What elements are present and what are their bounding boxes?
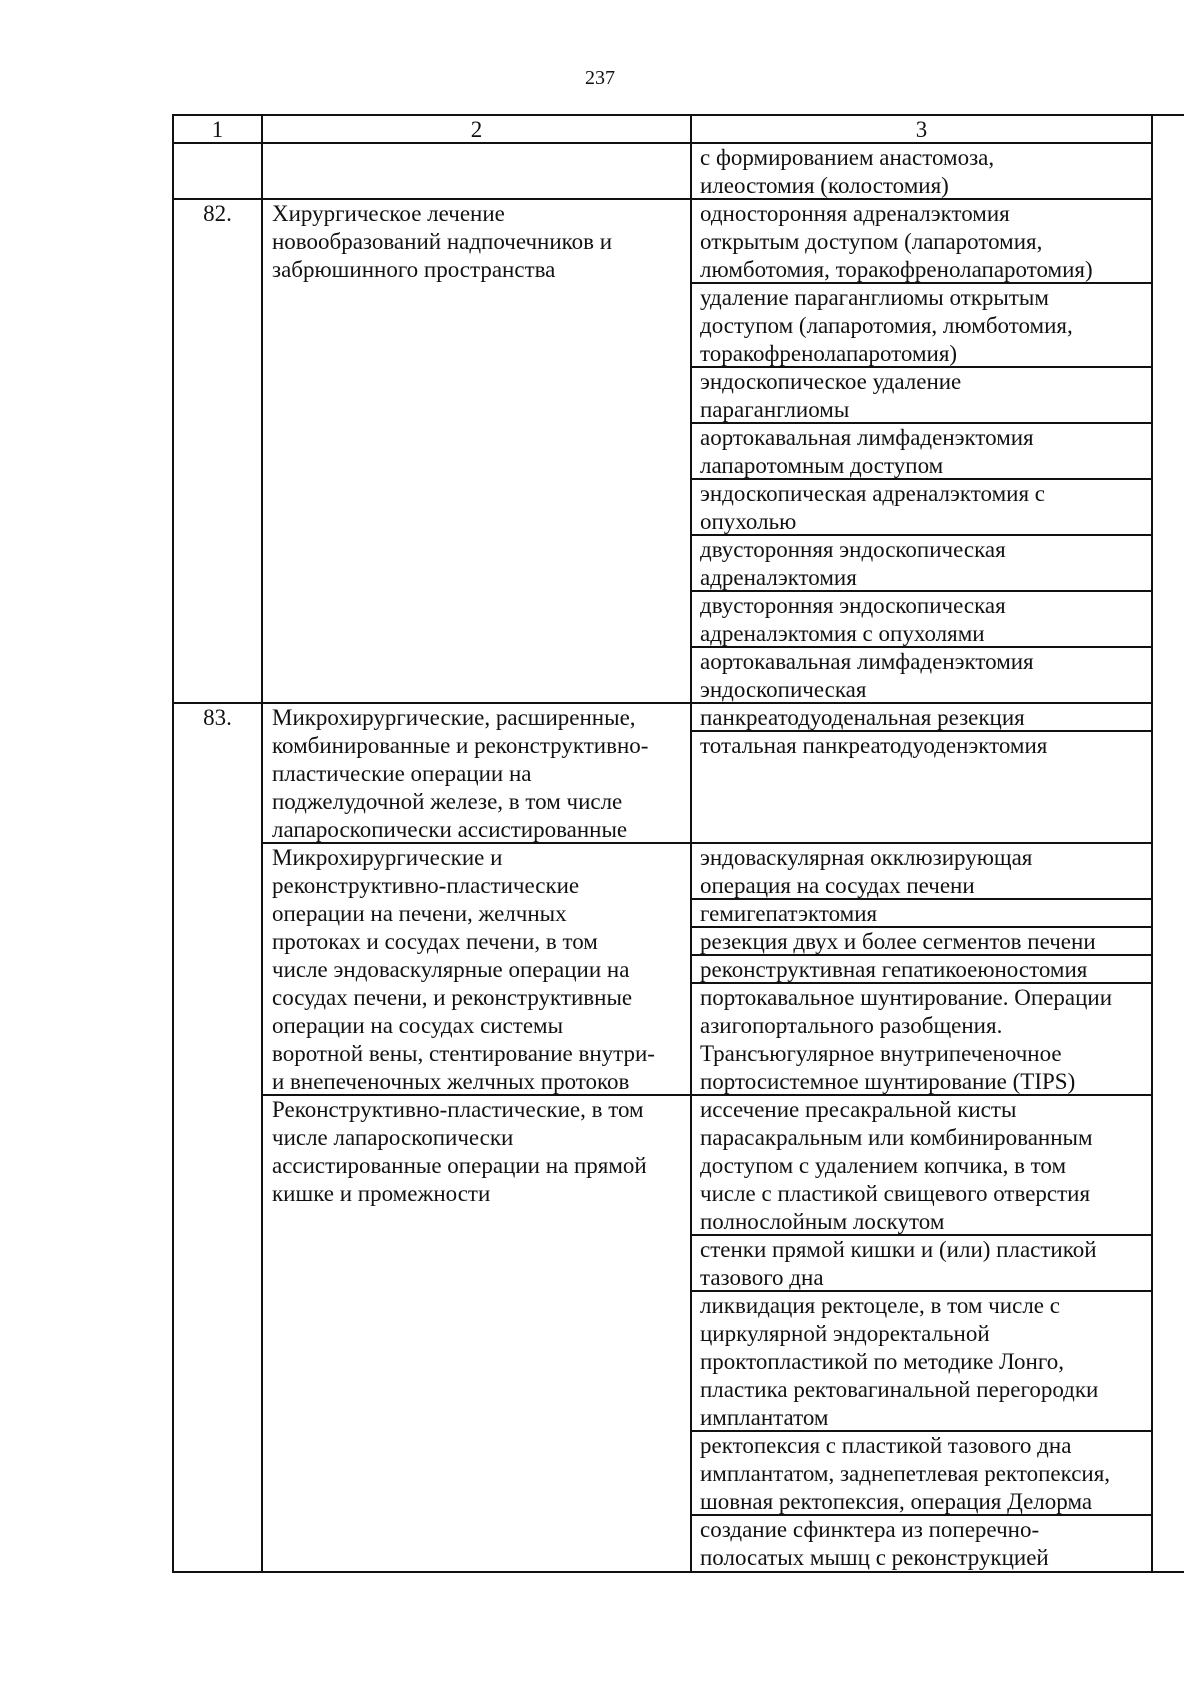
table-border-left xyxy=(172,114,174,1573)
method-cell: стенки прямой кишки и (или) пластикой тазового дна xyxy=(700,1237,1097,1290)
operation-group-name: Микрохирургические и реконструктивно-пластические операции на печени, желчных протоках и сосудах печени, в том числе эндоваскулярные операции на сосудах печени, и реконструктивные операции на сосудах системы воротной вены, стентирование внутри- и внепеченочных желчных протоков xyxy=(272,845,655,1094)
operation-group-name: Микрохирургические, расширенные, комбинированные и реконструктивно- пластические операции на поджелудочной железе, в том числе лапароскопически ассистированные xyxy=(272,705,649,842)
method-cell: аортокавальная лимфаденэктомия лапаротомным доступом xyxy=(700,425,1034,478)
method-cell: односторонняя адреналэктомия открытым доступом (лапаротомия, люмботомия, торакофренолапаротомия) xyxy=(700,201,1093,282)
page-number: 237 xyxy=(585,67,615,89)
method-cell: эндоскопическое удаление параганглиомы xyxy=(700,369,962,422)
method-cell: реконструктивная гепатикоеюностомия xyxy=(700,957,1088,982)
row-number: 82. xyxy=(203,201,232,226)
header-col-3: 3 xyxy=(915,117,928,142)
method-cell: ликвидация ректоцеле, в том числе с циркулярной эндоректальной проктопластикой по методике Лонго, пластика ректовагинальной перегородки имплантатом xyxy=(700,1293,1099,1430)
method-cell: эндоваскулярная окклюзирующая операция на сосудах печени xyxy=(700,845,1033,898)
method-cell: тотальная панкреатодуоденэктомия xyxy=(700,733,1048,758)
operation-group-name: Хирургическое лечение новообразований надпочечников и забрюшинного пространства xyxy=(272,201,613,282)
header-col-2: 2 xyxy=(470,117,483,142)
method-cell: удаление параганглиомы открытым доступом (лапаротомия, люмботомия, торакофренолапаротомия) xyxy=(700,285,1073,366)
method-cell: ректопексия с пластикой тазового дна имплантатом, заднепетлевая ректопексия, шовная ректопексия, операция Делорма xyxy=(700,1433,1111,1514)
method-cell: аортокавальная лимфаденэктомия эндоскопическая xyxy=(700,649,1034,702)
operation-group-name: Реконструктивно-пластические, в том числе лапароскопически ассистированные операции на прямой кишке и промежности xyxy=(272,1097,647,1206)
method-cell: с формированием анастомоза, илеостомия (колостомия) xyxy=(700,145,995,198)
method-cell: панкреатодуоденальная резекция xyxy=(700,705,1025,730)
method-cell: гемигепатэктомия xyxy=(700,901,878,926)
method-cell: портокавальное шунтирование. Операции азигопортального разобщения. Трансъюгулярное внутрипеченочное портосистемное шунтирование (TIPS) xyxy=(700,985,1113,1094)
method-cell: двусторонняя эндоскопическая адреналэктомия с опухолями xyxy=(700,593,1006,646)
method-cell: эндоскопическая адреналэктомия с опухолью xyxy=(700,481,1045,534)
method-cell: иссечение пресакральной кисты парасакральным или комбинированным доступом с удалением копчика, в том числе с пластикой свищевого отверстия полнослойным лоскутом xyxy=(700,1097,1093,1234)
method-cell: резекция двух и более сегментов печени xyxy=(700,929,1096,954)
method-cell: создание сфинктера из поперечно- полосатых мышц с реконструкцией xyxy=(700,1517,1049,1570)
row-number: 83. xyxy=(203,705,232,730)
method-cell: двусторонняя эндоскопическая адреналэктомия xyxy=(700,537,1006,590)
header-col-1: 1 xyxy=(211,117,224,142)
